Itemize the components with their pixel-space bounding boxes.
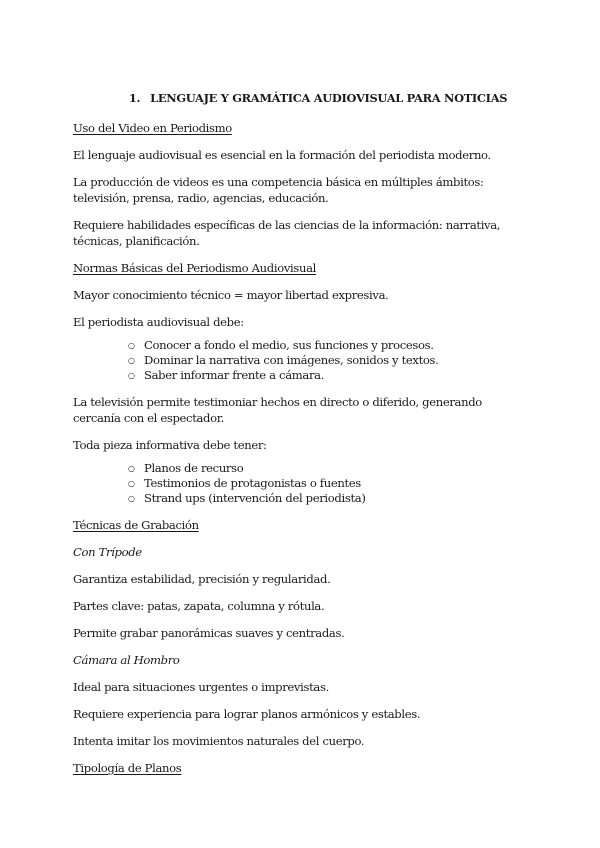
list-item: ○ Dominar la narrativa con imágenes, sonidos y textos. xyxy=(128,353,529,368)
title-number: 1. xyxy=(128,91,141,105)
paragraph: Ideal para situaciones urgentes o imprevistas. xyxy=(73,680,329,694)
document-body xyxy=(73,90,529,787)
paragraph: Garantiza estabilidad, precisión y regularidad. xyxy=(73,572,331,586)
subheading-con-tripode: Con Trípode xyxy=(73,545,142,559)
section-heading-normas-basicas: Normas Básicas del Periodismo Audiovisual xyxy=(73,261,317,275)
paragraph: Intenta imitar los movimientos naturales del cuerpo. xyxy=(73,734,365,748)
list-item: ○ Strand ups (intervención del periodista) xyxy=(128,491,529,506)
list-item: ○ Testimonios de protagonistas o fuentes xyxy=(128,476,529,491)
paragraph: Partes clave: patas, zapata, columna y rótula. xyxy=(73,599,325,613)
page-title xyxy=(107,90,529,106)
list-item: ○ Planos de recurso xyxy=(128,461,529,476)
paragraph: Requiere experiencia para lograr planos armónicos y estables. xyxy=(73,707,421,721)
paragraph: Toda pieza informativa debe tener: xyxy=(73,438,267,452)
paragraph: El periodista audiovisual debe: xyxy=(73,315,244,329)
paragraph: Permite grabar panorámicas suaves y centradas. xyxy=(73,626,345,640)
paragraph: Mayor conocimiento técnico = mayor libertad expresiva. xyxy=(73,288,389,302)
section-heading-tipologia-planos: Tipología de Planos xyxy=(73,761,182,775)
paragraph: La televisión permite testimoniar hechos en directo o diferido, generando cercanía con el espectador. xyxy=(73,395,482,425)
paragraph: El lenguaje audiovisual es esencial en la formación del periodista moderno. xyxy=(73,148,491,162)
list-item: ○ Saber informar frente a cámara. xyxy=(128,368,529,383)
bullet-list-periodista xyxy=(73,338,529,383)
title-text: LENGUAJE Y GRAMÁTICA AUDIOVISUAL PARA NOTICIAS xyxy=(150,91,508,105)
section-heading-uso-video: Uso del Video en Periodismo xyxy=(73,121,232,135)
paragraph: Requiere habilidades específicas de las ciencias de la información: narrativa, técnicas, planificación. xyxy=(73,218,501,248)
bullet-list-pieza-informativa xyxy=(73,461,529,506)
paragraph: La producción de videos es una competencia básica en múltiples ámbitos: televisión, prensa, radio, agencias, educación. xyxy=(73,175,484,205)
section-heading-tecnicas-grabacion: Técnicas de Grabación xyxy=(73,518,199,532)
list-item: ○ Conocer a fondo el medio, sus funciones y procesos. xyxy=(128,338,529,353)
subheading-camara-hombro: Cámara al Hombro xyxy=(73,653,180,667)
